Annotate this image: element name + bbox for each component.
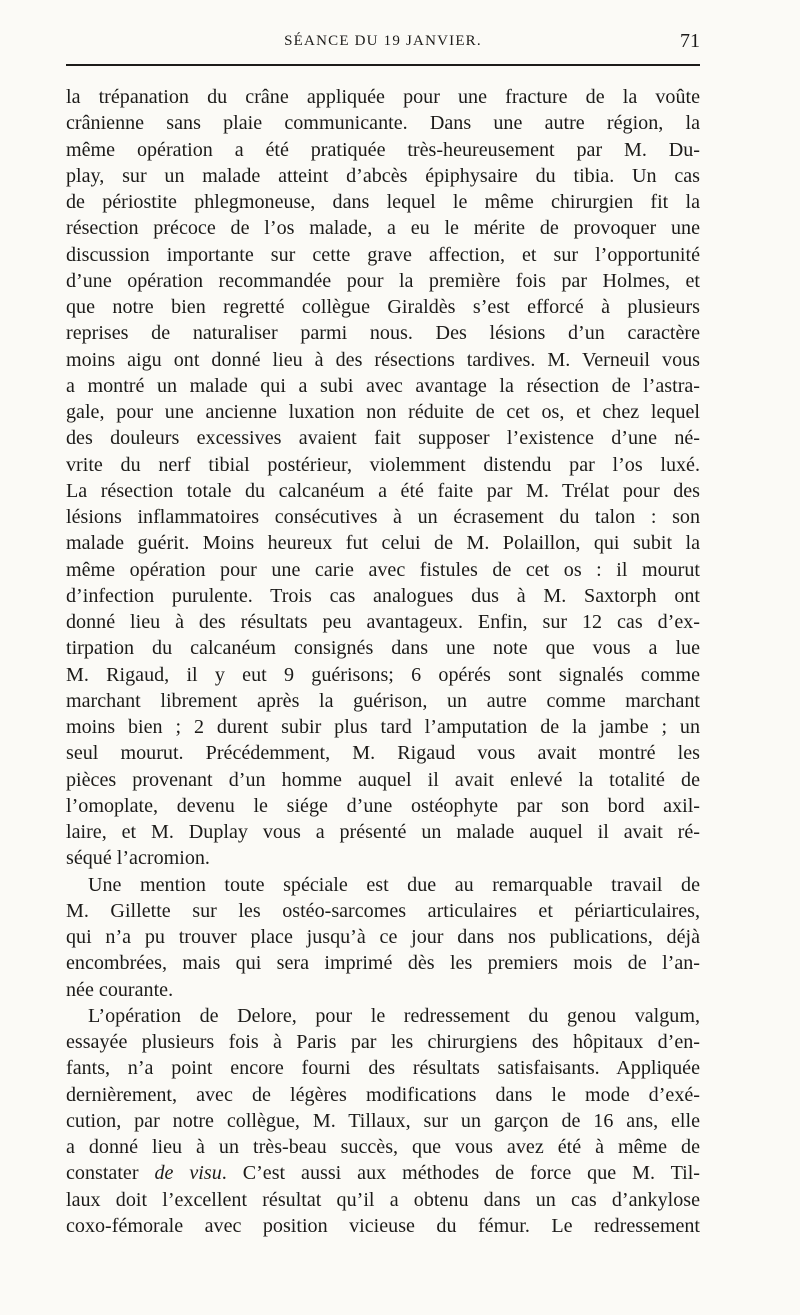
text-line: laire, et M. Duplay vous a présenté un malade auquel il avait ré- (66, 821, 700, 843)
text-line: née courante. (66, 978, 174, 1001)
paragraph-1 (66, 84, 700, 872)
text-line: crânienne sans plaie communicante. Dans une autre région, la (66, 112, 700, 135)
text-line: essayée plusieurs fois à Paris par les chirurgiens des hôpitaux d’en- (66, 1031, 700, 1053)
text-line: play, sur un malade atteint d’abcès épiphysaire du tibia. Un cas (66, 164, 700, 187)
text-line: lésions inflammatoires consécutives à un écrasement du talon : son (66, 506, 700, 528)
running-head: SÉANCE DU 19 JANVIER. (284, 33, 482, 49)
body-text (66, 84, 700, 1239)
text-line: encombrées, mais qui sera imprimé dès les premiers mois de l’an- (66, 952, 700, 975)
text-line: cution, par notre collègue, M. Tillaux, sur un garçon de 16 ans, elle (66, 1109, 700, 1132)
text-segment: constater (66, 1162, 155, 1185)
text-line: gale, pour une ancienne luxation non réduite de cet os, et chez lequel (66, 401, 700, 423)
text-line: vrite du nerf tibial postérieur, violemment distendu par l’os luxé. (66, 453, 700, 476)
text-line: seul mourut. Précédemment, M. Rigaud vous avait montré les (66, 742, 700, 765)
text-line: M. Rigaud, il y eut 9 guérisons; 6 opérés sont signalés comme (66, 663, 700, 686)
text-line: a montré un malade qui a subi avec avantage la résection de l’astra- (66, 374, 700, 397)
text-segment: . C’est aussi aux méthodes de force que M. Til- (221, 1162, 700, 1185)
page-header (66, 30, 700, 60)
text-line: moins bien ; 2 durent subir plus tard l’amputation de la jambe ; un (66, 716, 700, 738)
text-line: pièces provenant d’un homme auquel il avait enlevé la totalité de (66, 768, 700, 791)
paragraph-2 (66, 872, 700, 1003)
text-line: La résection totale du calcanéum a été faite par M. Trélat pour des (66, 479, 700, 502)
text-line: dernièrement, avec de légères modifications dans le mode d’exé- (66, 1083, 700, 1106)
text-line: discussion importante sur cette grave affection, et sur l’opportunité (66, 243, 700, 266)
text-line: M. Gillette sur les ostéo-sarcomes articulaires et périarticulaires, (66, 899, 700, 922)
text-line: même opération pour une carie avec fistules de cet os : il mourut (66, 558, 700, 581)
page-number: 71 (680, 30, 700, 52)
text-line-with-italic (66, 1160, 700, 1186)
text-line: moins aigu ont donné lieu à des résections tardives. M. Verneuil vous (66, 348, 700, 371)
text-line: la trépanation du crâne appliquée pour une fracture de la voûte (66, 86, 700, 108)
text-line: coxo-fémorale avec position vicieuse du fémur. Le redressement (66, 1214, 700, 1237)
text-line: d’infection purulente. Trois cas analogues dus à M. Saxtorph ont (66, 584, 700, 607)
text-line: des douleurs excessives avaient fait supposer l’existence d’une né- (66, 427, 700, 450)
text-line: résection précoce de l’os malade, a eu le mérite de provoquer une (66, 217, 700, 240)
text-line: laux doit l’excellent résultat qu’il a obtenu dans un cas d’ankylose (66, 1188, 700, 1211)
text-line: fants, n’a point encore fourni des résultats satisfaisants. Appliquée (66, 1057, 700, 1080)
italic-phrase: de visu (154, 1162, 222, 1185)
text-line: que notre bien regretté collègue Giraldès s’est efforcé à plusieurs (66, 296, 700, 318)
text-line: tirpation du calcanéum consignés dans une note que vous a lue (66, 637, 700, 660)
text-line: l’omoplate, devenu le siége d’une ostéophyte par son bord axil- (66, 794, 700, 817)
text-line: de périostite phlegmoneuse, dans lequel le même chirurgien fit la (66, 191, 700, 213)
text-line: séqué l’acromion. (66, 847, 210, 870)
paragraph-3 (66, 1003, 700, 1239)
text-line: malade guérit. Moins heureux fut celui de M. Polaillon, qui subit la (66, 532, 700, 555)
text-line: reprises de naturaliser parmi nous. Des lésions d’un caractère (66, 322, 700, 345)
text-line: d’une opération recommandée pour la première fois par Holmes, et (66, 269, 700, 292)
text-line: L’opération de Delore, pour le redressement du genou valgum, (88, 1004, 700, 1027)
text-line: marchant librement après la guérison, un autre comme marchant (66, 689, 700, 712)
text-line: donné lieu à des résultats peu avantageux. Enfin, sur 12 cas d’ex- (66, 611, 700, 633)
header-rule (66, 64, 700, 66)
text-line: a donné lieu à un très-beau succès, que vous avez été à même de (66, 1136, 700, 1158)
text-line: même opération a été pratiquée très-heureusement par M. Du- (66, 138, 700, 161)
text-line: qui n’a pu trouver place jusqu’à ce jour dans nos publications, déjà (66, 926, 700, 948)
text-line: Une mention toute spéciale est due au remarquable travail de (88, 873, 700, 896)
